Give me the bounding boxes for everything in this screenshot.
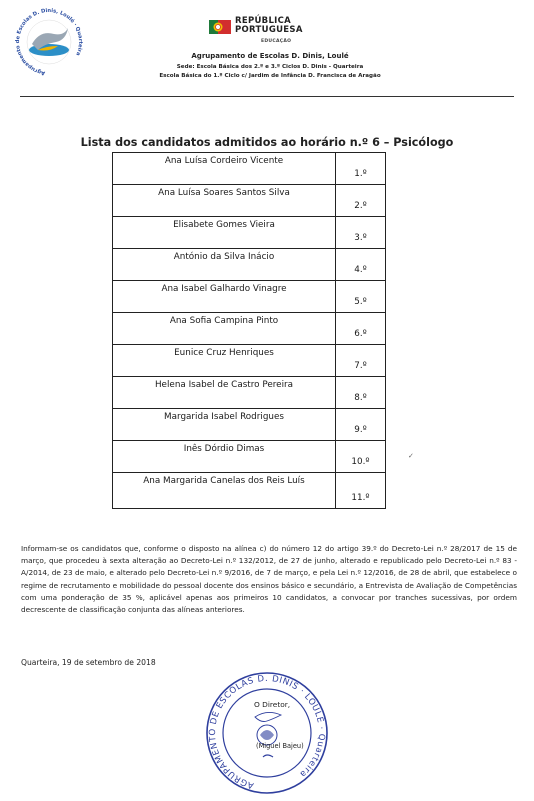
table-row — [113, 281, 386, 313]
candidate-name: Margarida Isabel Rodrigues — [113, 409, 336, 441]
table-row — [113, 345, 386, 377]
table-row — [113, 377, 386, 409]
candidate-rank: 5.º — [336, 281, 386, 313]
svg-text:Agrupamento de Escolas D. Dini: Agrupamento de Escolas D. Dinis, Loulé · Quarteira — [15, 7, 84, 76]
check-mark-icon: ✓ — [408, 452, 414, 460]
candidate-name: Ana Isabel Galhardo Vinagre — [113, 281, 336, 313]
table-row — [113, 473, 386, 509]
candidate-rank: 3.º — [336, 217, 386, 249]
notice-paragraph: Informam-se os candidatos que, conforme o disposto na alínea c) do número 12 do artigo 39.º do Decreto-Lei n.º 28/2017 de 15 de março, que procedeu à sexta alteração ao Decreto-Lei n.º 132/2012, de 27 de junho, alterado e republicado pelo Decreto-Lei n.º 83 -A/2014, de 23 de maio, e alterado pelo Decreto-Lei n.º 9/2016, de 7 de março, e pela Lei n.º 12/2016, de 28 de abril, que estabelece o regime de recrutamento e mobilidade do pessoal docente dos ensinos básico e secundário, a Entrevista de Avaliação de Competências com uma ponderação de 35 %, aplicável apenas aos primeiros 10 candidatos, a convocar por tranches sucessivas, por ordem decrescente de classificação conjunta das alíneas anteriores. — [21, 544, 517, 615]
flag-emblem-icon — [209, 16, 231, 38]
republica-line1: REPÚBLICA — [235, 16, 292, 26]
candidate-name: António da Silva Inácio — [113, 249, 336, 281]
candidate-name: Ana Margarida Canelas dos Reis Luís — [113, 473, 336, 509]
table-row — [113, 153, 386, 185]
school-logo — [14, 6, 84, 78]
candidate-rank: 7.º — [336, 345, 386, 377]
table-row — [113, 441, 386, 473]
candidate-name: Elisabete Gomes Vieira — [113, 217, 336, 249]
table-row — [113, 313, 386, 345]
director-role: O Diretor, — [254, 700, 291, 709]
candidate-name: Helena Isabel de Castro Pereira — [113, 377, 336, 409]
candidate-rank: 10.º — [336, 441, 386, 473]
candidate-name: Ana Luísa Soares Santos Silva — [113, 185, 336, 217]
candidate-rank: 9.º — [336, 409, 386, 441]
director-name: (Miguel Bajeu) — [256, 742, 304, 750]
candidate-rank: 1.º — [336, 153, 386, 185]
candidate-rank: 2.º — [336, 185, 386, 217]
republica-sub: EDUCAÇÃO — [261, 39, 292, 44]
svg-text:AGRUPAMENTO DE ESCOLAS D. DINI: AGRUPAMENTO DE ESCOLAS D. DINIS · LOULÉ · Quarteira — [207, 673, 327, 791]
candidate-rank: 11.º — [336, 473, 386, 509]
school-name: Agrupamento de Escolas D. Dinis, Loulé — [191, 52, 349, 60]
table-row — [113, 409, 386, 441]
candidate-rank: 6.º — [336, 313, 386, 345]
seat-line: Sede: Escola Básica dos 2.º e 3.º Ciclos D. Dinis - Quarteira — [176, 64, 364, 70]
candidate-rank: 8.º — [336, 377, 386, 409]
candidate-name: Eunice Cruz Henriques — [113, 345, 336, 377]
document-title: Lista dos candidatos admitidos ao horário n.º 6 – Psicólogo — [80, 136, 454, 149]
republica-portuguesa-logo — [209, 16, 329, 46]
table-row — [113, 185, 386, 217]
candidates-table — [112, 152, 386, 509]
candidate-name: Ana Luísa Cordeiro Vicente — [113, 153, 336, 185]
table-row — [113, 217, 386, 249]
official-stamp — [203, 669, 331, 797]
candidate-name: Ana Sofia Campina Pinto — [113, 313, 336, 345]
candidate-name: Inês Dórdio Dimas — [113, 441, 336, 473]
candidate-rank: 4.º — [336, 249, 386, 281]
place-date: Quarteira, 19 de setembro de 2018 — [21, 658, 156, 667]
school-line: Escola Básica do 1.º Ciclo c/ Jardim de Infância D. Francisca de Aragão — [159, 73, 381, 79]
header-divider — [20, 96, 514, 97]
table-row — [113, 249, 386, 281]
republica-line2: PORTUGUESA — [235, 25, 303, 35]
